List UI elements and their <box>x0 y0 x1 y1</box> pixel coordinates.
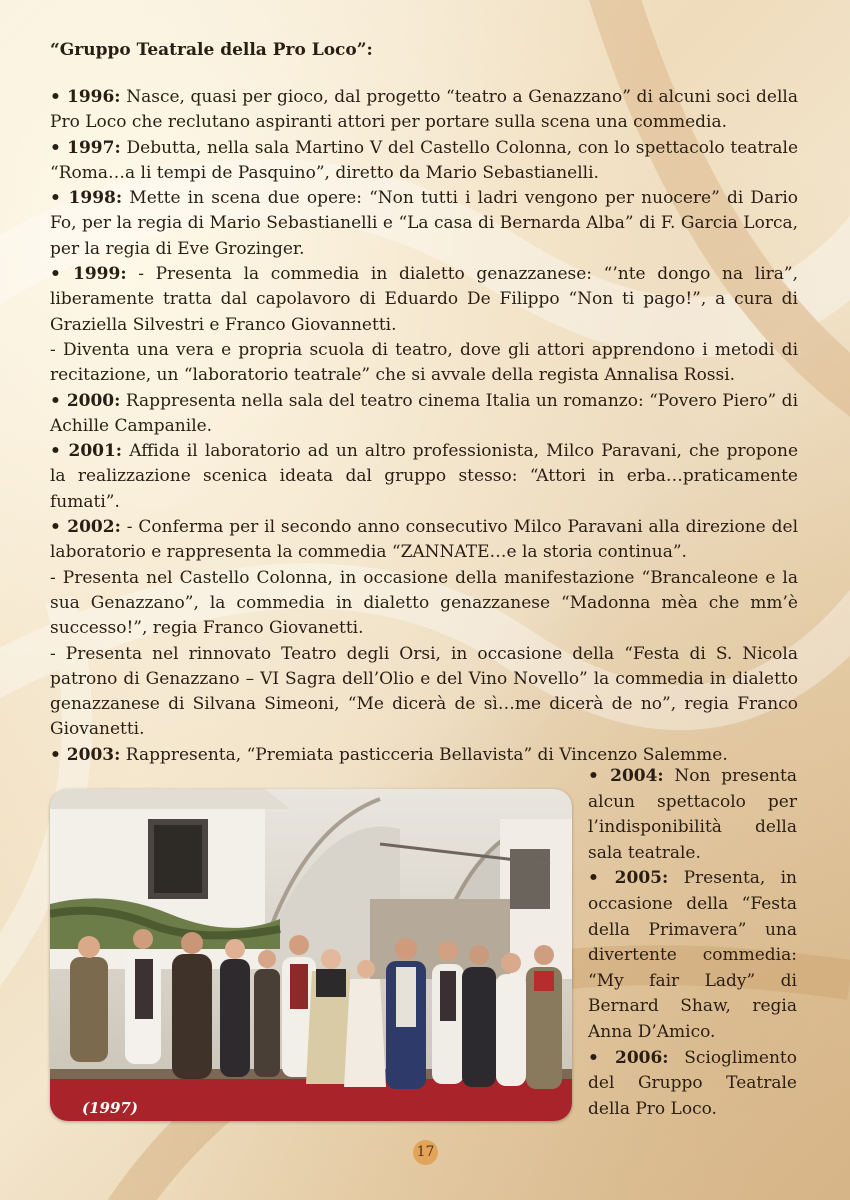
list-item: • 2001: Affida il laboratorio ad un altro professionista, Milco Paravani, che propone la realizzazione scenica ideata dal gruppo stesso: “Attori in erba…praticamente fumati”. <box>50 441 798 512</box>
list-item: - Presenta nel rinnovato Teatro degli Orsi, in occasione della “Festa di S. Nicola patrono di Genazzano – VI Sagra dell’Olio e del Vino Novello” la commedia in dialetto genazzanese di Silvana Simeoni, “Me dicerà de sì…me dicerà de no”, regia Franco Giovanetti. <box>50 643 798 740</box>
list-item: • 1998: Mette in scena due opere: “Non tutti i ladri vengono per nuocere” di Dario Fo, per la regia di Mario Sebastianelli e “La casa di Bernarda Alba” di F. Garcia Lorca, per la regia di Eve Grozinger. <box>50 188 798 259</box>
list-item: • 1997: Debutta, nella sala Martino V del Castello Colonna, con lo spettacolo teatrale “Roma…a li tempi de Pasquino”, diretto da Mario Sebastianelli. <box>50 137 799 183</box>
photo-caption: (1997) <box>82 1099 138 1117</box>
list-item: • 2006: Scioglimento del Gruppo Teatrale della Pro Loco. <box>588 1047 797 1119</box>
list-item: • 2002: - Conferma per il secondo anno consecutivo Milco Paravani alla direzione del laboratorio e rappresenta la commedia “ZANNATE…e la storia continua”. <box>50 517 799 563</box>
list-item: • 2005: Presenta, in occasione della “Festa della Primavera” una divertente commedia: “My fair Lady” di Bernard Shaw, regia Anna D’Amico. <box>588 868 797 1042</box>
list-item: - Diventa una vera e propria scuola di teatro, dove gli attori apprendono i metodi di recitazione, un “laboratorio teatrale” che si avvale della regista Annalisa Rossi. <box>50 339 798 386</box>
list-item: • 1999: - Presenta la commedia in dialetto genazzanese: “’nte dongo na lira”, liberamente tratta dal capolavoro di Eduardo De Filippo “Non ti pago!”, a cura di Graziella Silvestri e Franco Giovannetti. <box>50 264 798 335</box>
main-text-column <box>50 40 798 768</box>
list-item: • 1996: Nasce, quasi per gioco, dal progetto “teatro a Genazzano” di alcuni soci della Pro Loco che reclutano aspiranti attori per portare sulla scena una commedia. <box>50 87 799 133</box>
list-item: - Presenta nel Castello Colonna, in occasione della manifestazione “Brancaleone e la sua Genazzano”, la commedia in dialetto genazzanese “Madonna mèa che mm’è successo!”, regia Franco Giovanetti. <box>50 567 798 639</box>
page-title: “Gruppo Teatrale della Pro Loco”: <box>50 40 373 60</box>
list-item: • 2000: Rappresenta nella sala del teatro cinema Italia un romanzo: “Povero Piero” di Achille Campanile. <box>50 390 799 436</box>
list-item: • 2003: Rappresenta, “Premiata pasticceria Bellavista” di Vincenzo Salemme. <box>50 744 728 765</box>
theatre-group-photo-image <box>50 789 572 1121</box>
chronology-list <box>50 85 798 768</box>
side-text-column <box>588 764 797 1122</box>
page-number: 17 <box>413 1140 438 1165</box>
group-photo <box>50 789 572 1121</box>
list-item: • 2004: Non presenta alcun spettacolo per l’indisponibilità della sala teatrale. <box>588 766 797 863</box>
